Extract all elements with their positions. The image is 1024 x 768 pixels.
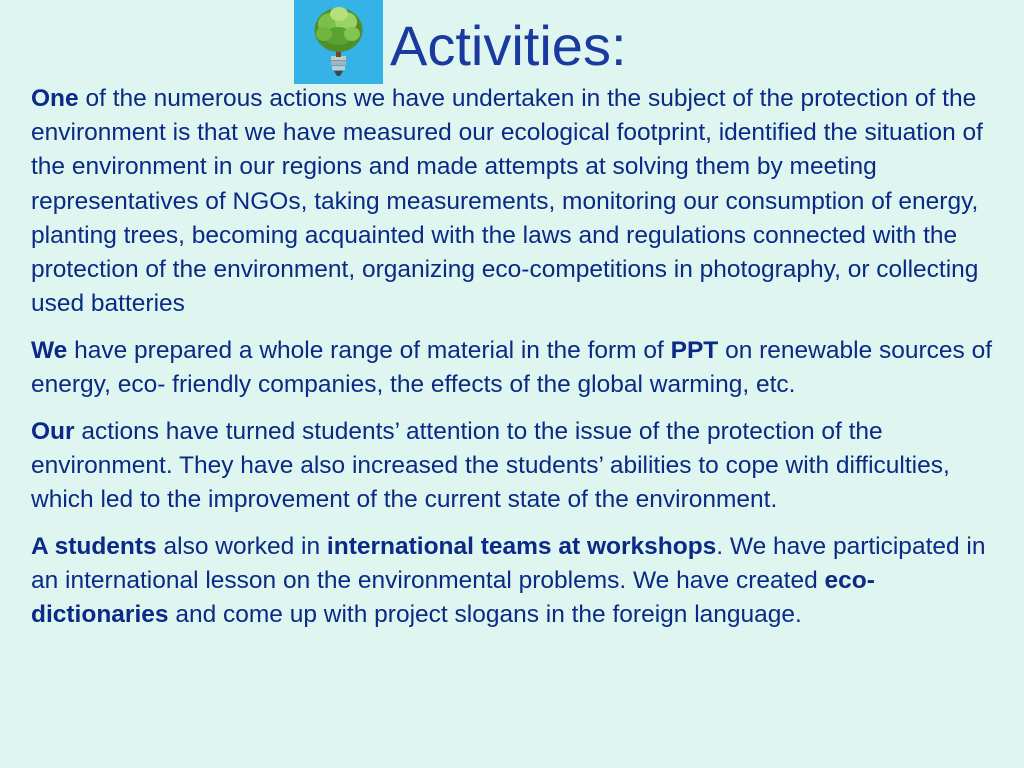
bold-term: PPT: [670, 336, 719, 364]
paragraph-two: We have prepared a whole range of material in the form of PPT on renewable sources of energy, eco- friendly companies, the effects of the global warming, etc.: [31, 336, 993, 399]
bold-term: international teams at workshops: [326, 532, 717, 560]
paragraph-three: Our actions have turned students’ attention to the issue of the protection of the environment. They have also increased the students’ abilities to cope with difficulties, which led to the improvement of the current state of the environment.: [31, 417, 950, 514]
activities-text: [31, 82, 1016, 645]
lead-word: A students: [31, 532, 157, 560]
lead-word: We: [31, 336, 68, 364]
paragraph-four: A students also worked in international teams at workshops. We have participated in an international lesson on the environmental problems. We have created eco- dictionaries and come up with project slogans in the foreign language.: [31, 532, 986, 629]
page-title: Activities:: [390, 14, 627, 77]
tree-lightbulb-logo: [294, 0, 383, 84]
lead-word: Our: [31, 417, 75, 445]
bold-term: eco- dictionaries: [31, 567, 875, 629]
tree-lightbulb-icon: [294, 0, 383, 84]
paragraph-one: One of the numerous actions we have undertaken in the subject of the protection of the environment is that we have measured our ecological footprint, identified the situation of the environment in our regions and made attempts at solving them by meeting representatives of NGOs, taking measurements, monitoring our consumption of energy, planting trees, becoming acquainted with the laws and regulations connected with the protection of the environment, organizing eco-competitions in photography, or collecting used batteries: [31, 85, 983, 318]
lead-word: One: [31, 85, 79, 112]
